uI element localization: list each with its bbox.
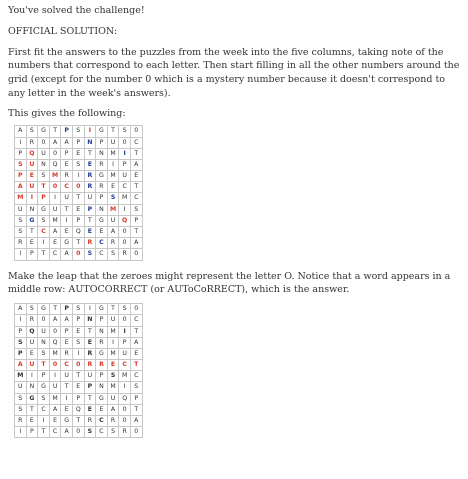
grid2-cell: T xyxy=(38,360,50,371)
grid2-cell: S xyxy=(72,337,84,348)
grid2-cell: I xyxy=(107,337,119,348)
grid2-cell: M xyxy=(49,393,61,404)
grid2-cell: E xyxy=(61,404,73,415)
grid1-cell: S xyxy=(15,159,27,170)
grid1-cell: T xyxy=(84,215,96,226)
grid2-cell: T xyxy=(72,416,84,427)
grid2-cell: G xyxy=(96,304,108,315)
grid2-cell: N xyxy=(38,337,50,348)
grid1-cell: I xyxy=(119,204,131,215)
grid1-row xyxy=(15,249,143,260)
grid1-cell: A xyxy=(15,182,27,193)
grid1-cell: U xyxy=(15,204,27,215)
grid2-cell: E xyxy=(107,360,119,371)
grid2-cell: T xyxy=(26,404,38,415)
grid2-cell: T xyxy=(84,326,96,337)
grid2-cell: E xyxy=(61,337,73,348)
grid2-cell: U xyxy=(38,326,50,337)
grid1-cell: 0 xyxy=(119,227,131,238)
grid1-cell: E xyxy=(84,227,96,238)
grid1-cell: U xyxy=(107,215,119,226)
grid2-cell: T xyxy=(130,326,142,337)
grid2-cell: 0 xyxy=(72,360,84,371)
grid1-cell: E xyxy=(61,159,73,170)
grid2-row xyxy=(15,393,143,404)
grid1-row xyxy=(15,215,143,226)
grid1-cell: U xyxy=(49,204,61,215)
grid2-cell: E xyxy=(84,404,96,415)
grid2-cell: S xyxy=(38,348,50,359)
grid1-cell: P xyxy=(96,193,108,204)
grid1-cell: G xyxy=(38,126,50,137)
grid1-cell: Q xyxy=(26,148,38,159)
grid2-cell: I xyxy=(26,371,38,382)
grid2-row xyxy=(15,382,143,393)
grid2-cell: R xyxy=(26,315,38,326)
grid1-cell: R xyxy=(26,137,38,148)
grid1-row xyxy=(15,137,143,148)
grid2-cell: S xyxy=(15,337,27,348)
grid1-cell: P xyxy=(38,193,50,204)
grid1-cell: U xyxy=(84,193,96,204)
grid1-cell: 0 xyxy=(72,182,84,193)
grid2-cell: R xyxy=(96,360,108,371)
grid1-cell: T xyxy=(49,126,61,137)
grid1-cell: R xyxy=(119,249,131,260)
grid1-cell: S xyxy=(26,126,38,137)
grid1-cell: T xyxy=(72,193,84,204)
grid2-cell: A xyxy=(61,427,73,438)
grid2-cell: R xyxy=(15,416,27,427)
grid1-cell: R xyxy=(84,182,96,193)
grid2-cell: 0 xyxy=(72,427,84,438)
grid2-cell: A xyxy=(61,315,73,326)
grid1-cell: S xyxy=(119,126,131,137)
grid2-cell: R xyxy=(96,337,108,348)
official-solution-heading: OFFICIAL SOLUTION: xyxy=(8,25,118,37)
grid1-cell: P xyxy=(61,126,73,137)
grid1-row xyxy=(15,182,143,193)
grid2-cell: E xyxy=(130,348,142,359)
grid2-cell: A xyxy=(15,360,27,371)
grid2-cell: I xyxy=(72,348,84,359)
grid1-cell: C xyxy=(49,249,61,260)
grid2-cell: E xyxy=(26,416,38,427)
grid2-cell: U xyxy=(26,337,38,348)
grid2-cell: C xyxy=(119,360,131,371)
grid1-cell: T xyxy=(130,148,142,159)
grid1-cell: C xyxy=(96,238,108,249)
grid2-cell: T xyxy=(130,360,142,371)
grid2-cell: G xyxy=(38,382,50,393)
grid1-cell: U xyxy=(107,137,119,148)
grid1-cell: P xyxy=(72,137,84,148)
grid2-cell: I xyxy=(84,304,96,315)
grid2-row xyxy=(15,315,143,326)
grid2-cell: S xyxy=(15,404,27,415)
grid1-cell: Q xyxy=(49,159,61,170)
grid2-cell: P xyxy=(130,393,142,404)
grid1-cell: G xyxy=(96,215,108,226)
grid2-cell: A xyxy=(49,404,61,415)
grid1-cell: S xyxy=(84,249,96,260)
grid1-cell: U xyxy=(61,193,73,204)
answer-paragraph: Make the leap that the zeroes might represent the letter O. Notice that a word appears in a middle row: AUTOCORRECT (or AUToCoRRECT), which is the answer. xyxy=(8,270,451,296)
grid1-cell: U xyxy=(38,148,50,159)
grid1-row xyxy=(15,238,143,249)
grid2-cell: U xyxy=(119,348,131,359)
grid2-cell: I xyxy=(119,326,131,337)
grid1-cell: A xyxy=(49,137,61,148)
grid1-cell: E xyxy=(49,238,61,249)
grid1-cell: C xyxy=(96,249,108,260)
grid1-cell: A xyxy=(49,227,61,238)
grid1-cell: U xyxy=(119,171,131,182)
grid2-cell: S xyxy=(107,427,119,438)
grid2-cell: I xyxy=(15,315,27,326)
grid2-cell: R xyxy=(84,348,96,359)
grid2-cell: P xyxy=(72,315,84,326)
grid1-cell: P xyxy=(84,204,96,215)
grid2-row xyxy=(15,337,143,348)
grid2-cell: G xyxy=(61,416,73,427)
grid2-cell: 0 xyxy=(130,427,142,438)
grid2-cell: I xyxy=(49,371,61,382)
grid1-cell: E xyxy=(107,182,119,193)
grid1-cell: M xyxy=(107,148,119,159)
grid2-cell: U xyxy=(84,371,96,382)
grid2-cell: P xyxy=(38,371,50,382)
grid1-cell: S xyxy=(38,215,50,226)
grid1-cell: 0 xyxy=(72,249,84,260)
grid1-cell: 0 xyxy=(49,148,61,159)
grid2-cell: E xyxy=(26,348,38,359)
grid1-cell: S xyxy=(15,215,27,226)
grid2-cell: S xyxy=(84,427,96,438)
grid2-cell: P xyxy=(15,348,27,359)
grid2-cell: C xyxy=(130,315,142,326)
grid1-cell: 0 xyxy=(119,137,131,148)
instructions-paragraph: First fit the answers to the puzzles from the week into the five columns, taking note of the numbers that correspond to each letter. Then start filling in all the other numbers around the grid (except for the number 0 which is a mystery number because it doesn't correspond to any letter in the week's answers). xyxy=(8,46,460,99)
grid2-cell: N xyxy=(84,315,96,326)
grid1-row xyxy=(15,159,143,170)
grid2-cell: U xyxy=(26,360,38,371)
grid1-row xyxy=(15,227,143,238)
grid2-cell: C xyxy=(61,360,73,371)
grid1-cell: I xyxy=(84,126,96,137)
grid2-cell: Q xyxy=(26,326,38,337)
grid1-cell: T xyxy=(130,227,142,238)
grid2-cell: 0 xyxy=(119,404,131,415)
grid2-cell: 0 xyxy=(119,416,131,427)
grid2-cell: P xyxy=(96,315,108,326)
grid1-cell: E xyxy=(96,227,108,238)
grid1-cell: A xyxy=(107,227,119,238)
grid2-row xyxy=(15,427,143,438)
grid2-cell: S xyxy=(15,393,27,404)
grid2-cell: R xyxy=(61,348,73,359)
grid2-cell: M xyxy=(107,326,119,337)
grid1-cell: M xyxy=(107,204,119,215)
grid2-cell: T xyxy=(72,371,84,382)
grid2-cell: G xyxy=(26,393,38,404)
grid1-cell: P xyxy=(72,215,84,226)
grid1-cell: R xyxy=(96,182,108,193)
grid2-row xyxy=(15,326,143,337)
grid2-cell: I xyxy=(38,416,50,427)
grid2-row xyxy=(15,360,143,371)
grid2-cell: P xyxy=(84,382,96,393)
grid2-cell: A xyxy=(49,315,61,326)
grid2-cell: 0 xyxy=(49,360,61,371)
grid1-cell: Q xyxy=(119,215,131,226)
grid1-cell: E xyxy=(72,204,84,215)
grid2-cell: E xyxy=(84,337,96,348)
grid2-cell: 0 xyxy=(130,304,142,315)
grid1-cell: T xyxy=(84,148,96,159)
success-message: You've solved the challenge! xyxy=(8,5,145,16)
grid2-cell: T xyxy=(61,382,73,393)
grid1-cell: I xyxy=(38,238,50,249)
grid1-cell: 0 xyxy=(119,238,131,249)
grid2-cell: U xyxy=(49,382,61,393)
grid1-cell: N xyxy=(38,159,50,170)
grid2-row xyxy=(15,416,143,427)
grid2-row xyxy=(15,371,143,382)
grid1-cell: S xyxy=(15,227,27,238)
grid1-cell: Q xyxy=(72,227,84,238)
grid2-cell: Q xyxy=(49,337,61,348)
grid1-cell: P xyxy=(119,159,131,170)
grid1-cell: I xyxy=(72,171,84,182)
grid1-cell: I xyxy=(107,159,119,170)
grid1-cell: T xyxy=(38,249,50,260)
grid1-cell: U xyxy=(26,159,38,170)
grid1-cell: S xyxy=(130,204,142,215)
grid2-cell: G xyxy=(38,304,50,315)
grid2-cell: T xyxy=(130,404,142,415)
grid1-cell: E xyxy=(26,238,38,249)
grid1-cell: R xyxy=(107,238,119,249)
letter-grid-answer xyxy=(14,303,143,438)
grid2-cell: C xyxy=(130,371,142,382)
grid2-cell: G xyxy=(96,393,108,404)
grid1-cell: T xyxy=(107,126,119,137)
grid1-cell: 0 xyxy=(49,182,61,193)
grid1-cell: G xyxy=(38,204,50,215)
grid1-cell: A xyxy=(130,159,142,170)
grid2-cell: A xyxy=(130,416,142,427)
grid1-cell: G xyxy=(96,126,108,137)
grid1-cell: N xyxy=(84,137,96,148)
grid1-cell: G xyxy=(96,171,108,182)
grid1-cell: I xyxy=(61,215,73,226)
grid1-cell: I xyxy=(26,193,38,204)
grid2-cell: Q xyxy=(119,393,131,404)
grid2-cell: M xyxy=(107,348,119,359)
grid2-cell: T xyxy=(84,393,96,404)
grid2-cell: C xyxy=(38,404,50,415)
grid1-row xyxy=(15,204,143,215)
grid1-cell: E xyxy=(84,159,96,170)
grid2-cell: I xyxy=(61,393,73,404)
grid1-cell: E xyxy=(61,227,73,238)
grid1-cell: N xyxy=(26,204,38,215)
grid1-cell: M xyxy=(119,193,131,204)
grid1-cell: S xyxy=(72,159,84,170)
grid1-cell: 0 xyxy=(38,137,50,148)
grid2-cell: U xyxy=(107,393,119,404)
grid2-cell: E xyxy=(49,416,61,427)
grid1-cell: T xyxy=(38,182,50,193)
grid1-row xyxy=(15,171,143,182)
grid1-cell: M xyxy=(107,171,119,182)
grid1-cell: A xyxy=(130,238,142,249)
grid2-cell: P xyxy=(61,326,73,337)
grid2-cell: P xyxy=(15,326,27,337)
grid2-cell: C xyxy=(96,427,108,438)
grid2-row xyxy=(15,404,143,415)
grid1-cell: N xyxy=(96,148,108,159)
grid2-cell: 0 xyxy=(49,326,61,337)
grid1-cell: A xyxy=(61,137,73,148)
grid2-cell: R xyxy=(84,360,96,371)
grid2-cell: A xyxy=(15,304,27,315)
grid2-cell: M xyxy=(119,371,131,382)
grid2-cell: E xyxy=(72,326,84,337)
grid1-cell: C xyxy=(61,182,73,193)
grid2-cell: A xyxy=(130,337,142,348)
grid2-cell: P xyxy=(26,427,38,438)
grid1-cell: R xyxy=(84,238,96,249)
grid1-cell: I xyxy=(49,193,61,204)
grid2-cell: N xyxy=(96,326,108,337)
grid2-cell: S xyxy=(130,382,142,393)
grid1-cell: S xyxy=(107,249,119,260)
grid1-cell: 0 xyxy=(130,249,142,260)
grid1-cell: T xyxy=(26,227,38,238)
grid1-cell: U xyxy=(26,182,38,193)
grid1-cell: E xyxy=(26,171,38,182)
grid2-cell: S xyxy=(26,304,38,315)
grid1-cell: S xyxy=(72,126,84,137)
grid2-cell: 0 xyxy=(38,315,50,326)
grid1-cell: M xyxy=(49,171,61,182)
grid2-cell: M xyxy=(107,382,119,393)
grid2-cell: G xyxy=(96,348,108,359)
grid2-row xyxy=(15,348,143,359)
grid2-cell: U xyxy=(107,315,119,326)
grid1-cell: M xyxy=(15,193,27,204)
grid1-cell: C xyxy=(130,193,142,204)
grid2-cell: C xyxy=(49,427,61,438)
grid2-cell: T xyxy=(49,304,61,315)
grid1-cell: T xyxy=(61,204,73,215)
grid2-cell: I xyxy=(15,427,27,438)
grid1-cell: C xyxy=(119,182,131,193)
grid1-cell: P xyxy=(26,249,38,260)
grid2-cell: M xyxy=(49,348,61,359)
grid1-cell: E xyxy=(130,171,142,182)
grid1-cell: R xyxy=(61,171,73,182)
grid2-cell: S xyxy=(119,304,131,315)
grid1-cell: P xyxy=(96,137,108,148)
grid2-cell: Q xyxy=(72,404,84,415)
grid1-row xyxy=(15,126,143,137)
grid2-cell: P xyxy=(119,337,131,348)
grid2-cell: P xyxy=(72,393,84,404)
grid1-cell: G xyxy=(26,215,38,226)
grid2-cell: E xyxy=(72,382,84,393)
grid1-cell: C xyxy=(130,137,142,148)
grid2-row xyxy=(15,304,143,315)
grid1-cell: P xyxy=(15,171,27,182)
grid2-cell: E xyxy=(96,404,108,415)
grid1-cell: 0 xyxy=(130,126,142,137)
grid1-cell: A xyxy=(15,126,27,137)
grid1-cell: R xyxy=(84,171,96,182)
grid1-cell: R xyxy=(96,159,108,170)
grid2-cell: T xyxy=(38,427,50,438)
grid1-cell: E xyxy=(72,148,84,159)
grid1-cell: P xyxy=(130,215,142,226)
gives-label: This gives the following: xyxy=(8,107,126,119)
grid2-cell: U xyxy=(61,371,73,382)
grid1-cell: R xyxy=(15,238,27,249)
grid1-cell: C xyxy=(38,227,50,238)
grid2-cell: R xyxy=(119,427,131,438)
grid1-cell: S xyxy=(107,193,119,204)
grid2-cell: M xyxy=(15,371,27,382)
grid2-cell: S xyxy=(38,393,50,404)
grid1-cell: T xyxy=(72,238,84,249)
grid1-cell: A xyxy=(61,249,73,260)
grid2-cell: S xyxy=(72,304,84,315)
grid1-cell: N xyxy=(96,204,108,215)
grid1-cell: G xyxy=(61,238,73,249)
grid2-cell: P xyxy=(96,371,108,382)
grid2-cell: R xyxy=(84,416,96,427)
grid2-cell: A xyxy=(107,404,119,415)
grid1-cell: P xyxy=(15,148,27,159)
grid1-cell: S xyxy=(38,171,50,182)
grid1-row xyxy=(15,148,143,159)
grid1-cell: P xyxy=(61,148,73,159)
grid1-cell: I xyxy=(15,137,27,148)
grid2-cell: S xyxy=(107,371,119,382)
grid2-cell: C xyxy=(96,416,108,427)
grid2-cell: U xyxy=(15,382,27,393)
grid2-cell: N xyxy=(26,382,38,393)
number-grid-colored xyxy=(14,125,143,260)
grid2-cell: N xyxy=(96,382,108,393)
grid2-cell: T xyxy=(107,304,119,315)
grid1-row xyxy=(15,193,143,204)
grid2-cell: R xyxy=(107,416,119,427)
grid1-cell: M xyxy=(49,215,61,226)
grid1-cell: I xyxy=(15,249,27,260)
grid1-cell: I xyxy=(119,148,131,159)
grid2-cell: P xyxy=(61,304,73,315)
grid2-cell: I xyxy=(119,382,131,393)
grid2-cell: 0 xyxy=(119,315,131,326)
grid1-cell: T xyxy=(130,182,142,193)
